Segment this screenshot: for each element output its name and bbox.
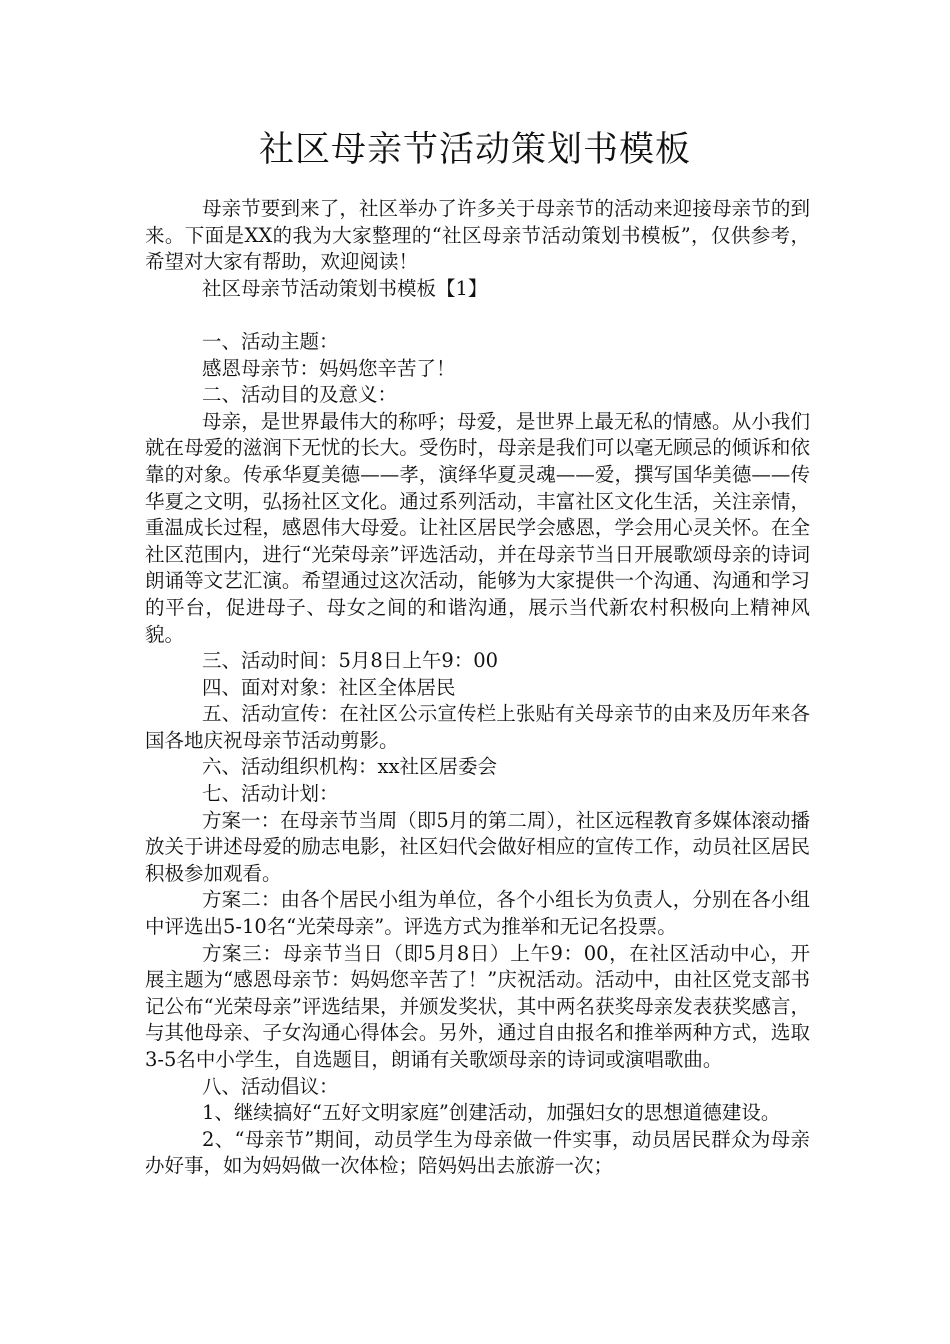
section-heading-proposal: 八、活动倡议： bbox=[202, 1074, 339, 1098]
template-heading: 社区母亲节活动策划书模板【1】 bbox=[202, 276, 488, 300]
section-publicity: 五、活动宣传：在社区公示宣传栏上张贴有关母亲节的由来及历年来各国各地庆祝母亲节活动剪影。 bbox=[145, 702, 810, 752]
section-heading-plan: 七、活动计划： bbox=[202, 782, 339, 806]
section-audience: 四、面对对象：社区全体居民 bbox=[202, 675, 456, 699]
purpose-paragraph: 母亲，是世界最伟大的称呼；母爱，是世界上最无私的情感。从小我们就在母爱的滋润下无忧的长大。受伤时，母亲是我们可以毫无顾忌的倾诉和依靠的对象。传承华夏美德——孝，演绎华夏灵魂——爱，撰写国华美德——传华夏之文明，弘扬社区文化。通过系列活动，丰富社区文化生活，关注亲情，重温成长过程，感恩伟大母爱。让社区居民学会感恩，学会用心灵关怀。在全社区范围内，进行“光荣母亲”评选活动，并在母亲节当日开展歌颂母亲的诗词朗诵等文艺汇演。希望通过这次活动，能够为大家提供一个沟通、沟通和学习的平台，促进母子、母女之间的和谐沟通，展示当代新农村积极向上精神风貌。 bbox=[145, 409, 810, 646]
section-organizer: 六、活动组织机构：xx社区居委会 bbox=[202, 755, 497, 779]
plan-three-paragraph: 方案三：母亲节当日（即5月8日）上午9：00，在社区活动中心，开展主题为“感恩母亲节：妈妈您辛苦了！”庆祝活动。活动中，由社区党支部书记公布“光荣母亲”评选结果，并颁发奖状，其中两名获奖母亲发表获奖感言，与其他母亲、子女沟通心得体会。另外，通过自由报名和推举两种方式，选取3-5名中小学生，自选题目，朗诵有关歌颂母亲的诗词或演唱歌曲。 bbox=[145, 941, 810, 1071]
plan-two-paragraph: 方案二：由各个居民小组为单位，各个小组长为负责人，分别在各小组中评选出5-10名“光荣母亲”。评选方式为推举和无记名投票。 bbox=[145, 888, 810, 939]
blank-line bbox=[145, 302, 810, 329]
plan-one-paragraph: 方案一：在母亲节当周（即5月的第二周），社区远程教育多媒体滚动播放关于讲述母爱的励志电影，社区妇代会做好相应的宣传工作，动员社区居民积极参加观看。 bbox=[145, 808, 810, 885]
document-title: 社区母亲节活动策划书模板 bbox=[258, 130, 691, 170]
section-heading-theme: 一、活动主题： bbox=[202, 329, 339, 353]
section-heading-purpose: 二、活动目的及意义： bbox=[202, 383, 398, 407]
proposal-item-2: 2、“母亲节”期间，动员学生为母亲做一件实事，动员居民群众为母亲办好事，如为妈妈做一次体检；陪妈妈出去旅游一次； bbox=[145, 1127, 810, 1178]
intro-paragraph: 母亲节要到来了，社区举办了许多关于母亲节的活动来迎接母亲节的到来。下面是XX的我为大家整理的“社区母亲节活动策划书模板”，仅供参考，希望对大家有帮助，欢迎阅读！ bbox=[145, 197, 810, 274]
proposal-item-1: 1、继续搞好“五好文明家庭”创建活动，加强妇女的思想道德建设。 bbox=[202, 1101, 781, 1125]
theme-text: 感恩母亲节：妈妈您辛苦了！ bbox=[202, 356, 456, 380]
section-time: 三、活动时间：5月8日上午9：00 bbox=[202, 649, 499, 673]
document-body bbox=[145, 196, 810, 1180]
